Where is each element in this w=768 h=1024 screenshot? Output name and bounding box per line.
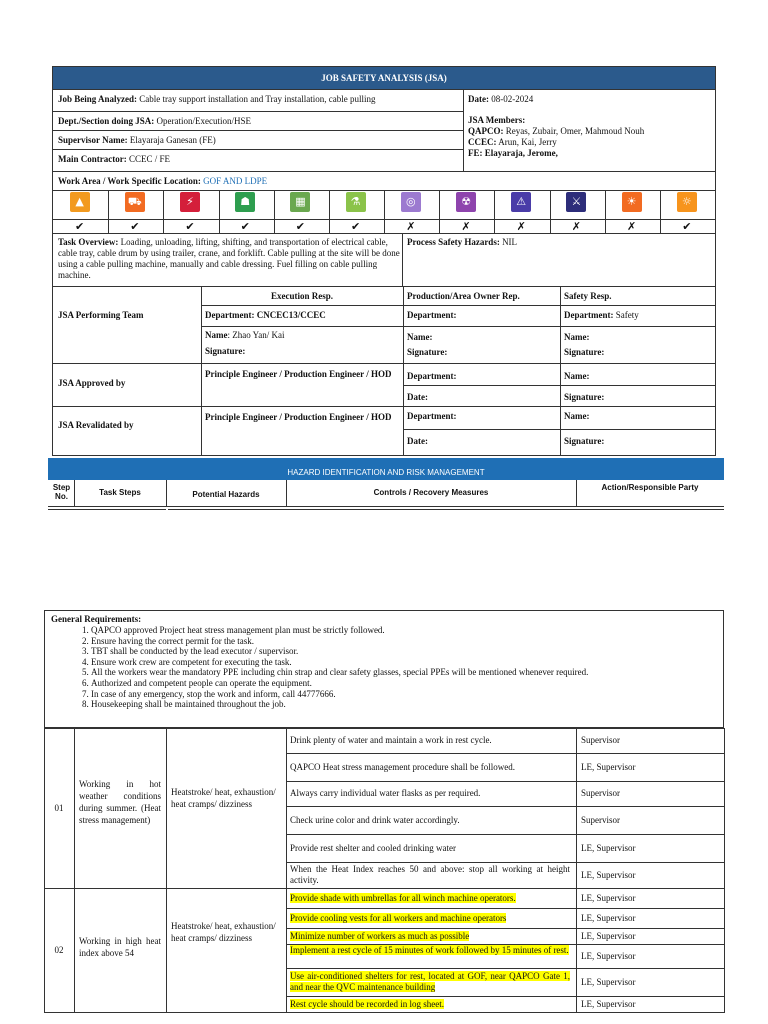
revalidated-department: Department: <box>407 411 457 421</box>
control-measure <box>290 913 570 924</box>
control-text: Drink plenty of water and maintain a work in rest cycle. <box>290 735 492 745</box>
control-text: Rest cycle should be recorded in log sheet. <box>290 998 444 1009</box>
requirement-item: 2. Ensure having the correct permit for the task. <box>91 636 723 647</box>
safety-name: Name: <box>564 332 590 342</box>
responsible-party: LE, Supervisor <box>581 998 636 1009</box>
safety-resp: Safety Resp. <box>564 291 612 301</box>
step-number: 02 <box>54 945 64 955</box>
hot-work-icon: ▲ <box>70 192 90 212</box>
energy-isolation-icon: ⚔ <box>566 192 586 212</box>
approved-name: Name: <box>564 371 590 381</box>
general-requirements-title: General Requirements: <box>51 614 142 624</box>
applicability-mark: ✔ <box>240 220 250 233</box>
safety-signature: Signature: <box>564 347 605 357</box>
work-area: Work Area / Work Specific Location: GOF AND LDPE <box>58 176 268 186</box>
control-text: Always carry individual water flasks as per required. <box>290 788 481 798</box>
heat-stress-icon: ☼ <box>677 192 697 212</box>
control-measure <box>290 999 570 1010</box>
control-measure <box>290 735 570 746</box>
control-text: Check urine color and drink water accordingly. <box>290 814 460 825</box>
applicability-mark: ✔ <box>130 220 140 233</box>
applicability-mark: ✗ <box>516 220 526 233</box>
responsible-party: LE, Supervisor <box>581 892 636 903</box>
applicability-mark: ✗ <box>571 220 581 233</box>
manual-lifting-icon: ☗ <box>235 192 255 212</box>
process-safety-hazards: Process Safety Hazards: NIL <box>407 237 518 247</box>
jsa-title: JOB SAFETY ANALYSIS (JSA) <box>53 67 715 89</box>
production-name: Name: <box>407 332 433 342</box>
control-text: Minimize number of workers as much as possible <box>290 930 470 941</box>
responsible-party: LE, Supervisor <box>581 761 636 772</box>
control-text: Provide rest shelter and cooled drinking water <box>290 842 456 853</box>
step-task: Working in hot weather conditions during summer. (Heat stress management) <box>79 779 161 825</box>
approved-signature: Signature: <box>564 392 605 402</box>
applicability-mark: ✔ <box>350 220 361 233</box>
job-analyzed: Job Being Analyzed: Cable tray support installation and Tray installation, cable pulling <box>58 94 376 104</box>
exec-name: Name: Zhao Yan/ Kai <box>205 330 285 340</box>
responsible-party: LE, Supervisor <box>581 950 636 961</box>
control-measure <box>290 815 570 826</box>
requirement-item: 7. In case of any emergency, stop the work and inform, call 44777666. <box>91 689 723 700</box>
control-measure <box>290 843 570 854</box>
working-at-height-icon: ⚠ <box>511 192 531 212</box>
control-text: Provide shade with umbrellas for all winch machine operators. <box>290 892 516 903</box>
requirement-item: 3. TBT shall be conducted by the lead executor / supervisor. <box>91 646 723 657</box>
general-requirements <box>44 610 724 728</box>
revalidated-principle-engineer: Principle Engineer / Production Engineer / HOD <box>205 412 392 422</box>
approved-date: Date: <box>407 392 428 402</box>
crane-icon: ⛟ <box>125 192 145 212</box>
control-measure <box>290 945 570 956</box>
control-text: Use air-conditioned shelters for rest, located at GOF, near QAPCO Gate 1, and near the QVC maintenance building <box>290 971 570 992</box>
control-text: When the Heat Index reaches 50 and above: stop all working at height activity. <box>290 864 570 885</box>
applicability-mark: ✔ <box>682 220 692 233</box>
responsible-party: LE, Supervisor <box>581 869 636 880</box>
col-controls: Controls / Recovery Measures <box>373 488 489 497</box>
revalidated-signature: Signature: <box>564 436 605 446</box>
electrical-icon: ⚡ <box>180 192 200 212</box>
requirement-item: 8. Housekeeping shall be maintained throughout the job. <box>91 699 723 710</box>
control-measure <box>290 971 570 993</box>
responsible-party: LE, Supervisor <box>581 912 636 923</box>
main-contractor: Main Contractor: CCEC / FE <box>58 154 170 164</box>
control-measure <box>290 893 570 904</box>
col-action: Action/Responsible Party <box>601 483 699 492</box>
jsa-members: JSA Members: QAPCO: Reyas, Zubair, Omer, Mahmoud Nouh CCEC: Arun, Kai, Jerry FE: Elayaraja, Jerome, <box>468 115 645 158</box>
jsa-table <box>52 66 716 456</box>
col-step-no: Step No. <box>52 483 71 501</box>
responsible-party: Supervisor <box>581 788 620 798</box>
jsa-revalidated-by: JSA Revalidated by <box>58 420 134 430</box>
applicability-mark: ✔ <box>74 220 85 233</box>
requirement-item: 5. All the workers wear the mandatory PPE including chin strap and clear safety glasses, special PPEs will be mentioned whenever required. <box>91 667 723 678</box>
performing-team: JSA Performing Team <box>58 310 144 320</box>
control-measure <box>290 931 570 942</box>
supervisor-name: Supervisor Name: Elayaraja Ganesan (FE) <box>58 135 216 145</box>
control-text: Implement a rest cycle of 15 minutes of work followed by 15 minutes of rest. <box>290 945 569 955</box>
exec-signature: Signature: <box>205 346 246 356</box>
col-task-steps: Task Steps <box>99 488 141 497</box>
requirement-item: 6. Authorized and competent people can operate the equipment. <box>91 678 723 689</box>
execution-resp: Execution Resp. <box>270 291 333 301</box>
step-hazards: Heatstroke/ heat, exhaustion/ heat cramps/ dizziness <box>171 787 276 809</box>
dept-section: Dept./Section doing JSA: Operation/Execution/HSE <box>58 116 251 126</box>
responsible-party: Supervisor <box>581 814 620 825</box>
production-department: Department: <box>407 310 457 320</box>
general-requirements-list <box>51 625 723 710</box>
applicability-mark: ✗ <box>626 220 637 233</box>
confined-space-icon: ◎ <box>401 192 421 212</box>
task-overview: Task Overview: Loading, unloading, lifting, shifting, and transportation of electrical cable, cable tray, cable drum by using trailer, crane, and forklift. Cable pulling at the site will be done using a cable pulling machine, manually and cable dressing. Fuel filling on cable pulling machine. <box>58 237 400 280</box>
applicability-mark: ✔ <box>295 220 305 233</box>
excavation-icon: ▦ <box>290 192 310 212</box>
production-rep: Production/Area Owner Rep. <box>407 291 520 301</box>
control-measure <box>290 788 570 799</box>
approved-principle-engineer: Principle Engineer / Production Engineer / HOD <box>205 369 392 379</box>
control-measure <box>290 762 570 773</box>
step-number: 01 <box>54 803 64 813</box>
hazard-header-bar <box>48 458 724 480</box>
approved-department: Department: <box>407 371 457 381</box>
revalidated-name: Name: <box>564 411 590 421</box>
requirement-item: 4. Ensure work crew are competent for executing the task. <box>91 657 723 668</box>
control-text: QAPCO Heat stress management procedure shall be followed. <box>290 761 515 772</box>
step-hazards: Heatstroke/ heat, exhaustion/ heat cramps/ dizziness <box>171 921 276 943</box>
chemical-icon: ⚗ <box>346 192 366 212</box>
exec-department: Department: CNCEC13/CCEC <box>205 310 326 320</box>
safety-department: Department: Safety <box>564 310 639 320</box>
revalidated-date: Date: <box>407 436 428 446</box>
production-signature: Signature: <box>407 347 448 357</box>
jsa-date: Date: 08-02-2024 <box>468 94 534 104</box>
responsible-party: LE, Supervisor <box>581 930 636 941</box>
control-text: Provide cooling vests for all workers and machine operators <box>290 912 507 923</box>
fire-icon: ☀ <box>622 192 642 212</box>
col-potential-hazards: Potential Hazards <box>192 490 260 499</box>
responsible-party: LE, Supervisor <box>581 976 636 987</box>
step-task: Working in high heat index above 54 <box>79 936 161 958</box>
control-measure <box>290 864 570 886</box>
applicability-mark: ✔ <box>185 220 195 233</box>
hazard-header-title: HAZARD IDENTIFICATION AND RISK MANAGEMENT <box>287 468 485 477</box>
requirement-item: 1. QAPCO approved Project heat stress management plan must be strictly followed. <box>91 625 723 636</box>
responsible-party: Supervisor <box>581 735 620 745</box>
radiation-icon: ☢ <box>456 192 476 212</box>
responsible-party: LE, Supervisor <box>581 842 636 853</box>
applicability-mark: ✗ <box>461 220 471 233</box>
jsa-approved-by: JSA Approved by <box>58 378 126 388</box>
applicability-mark: ✗ <box>406 220 416 233</box>
